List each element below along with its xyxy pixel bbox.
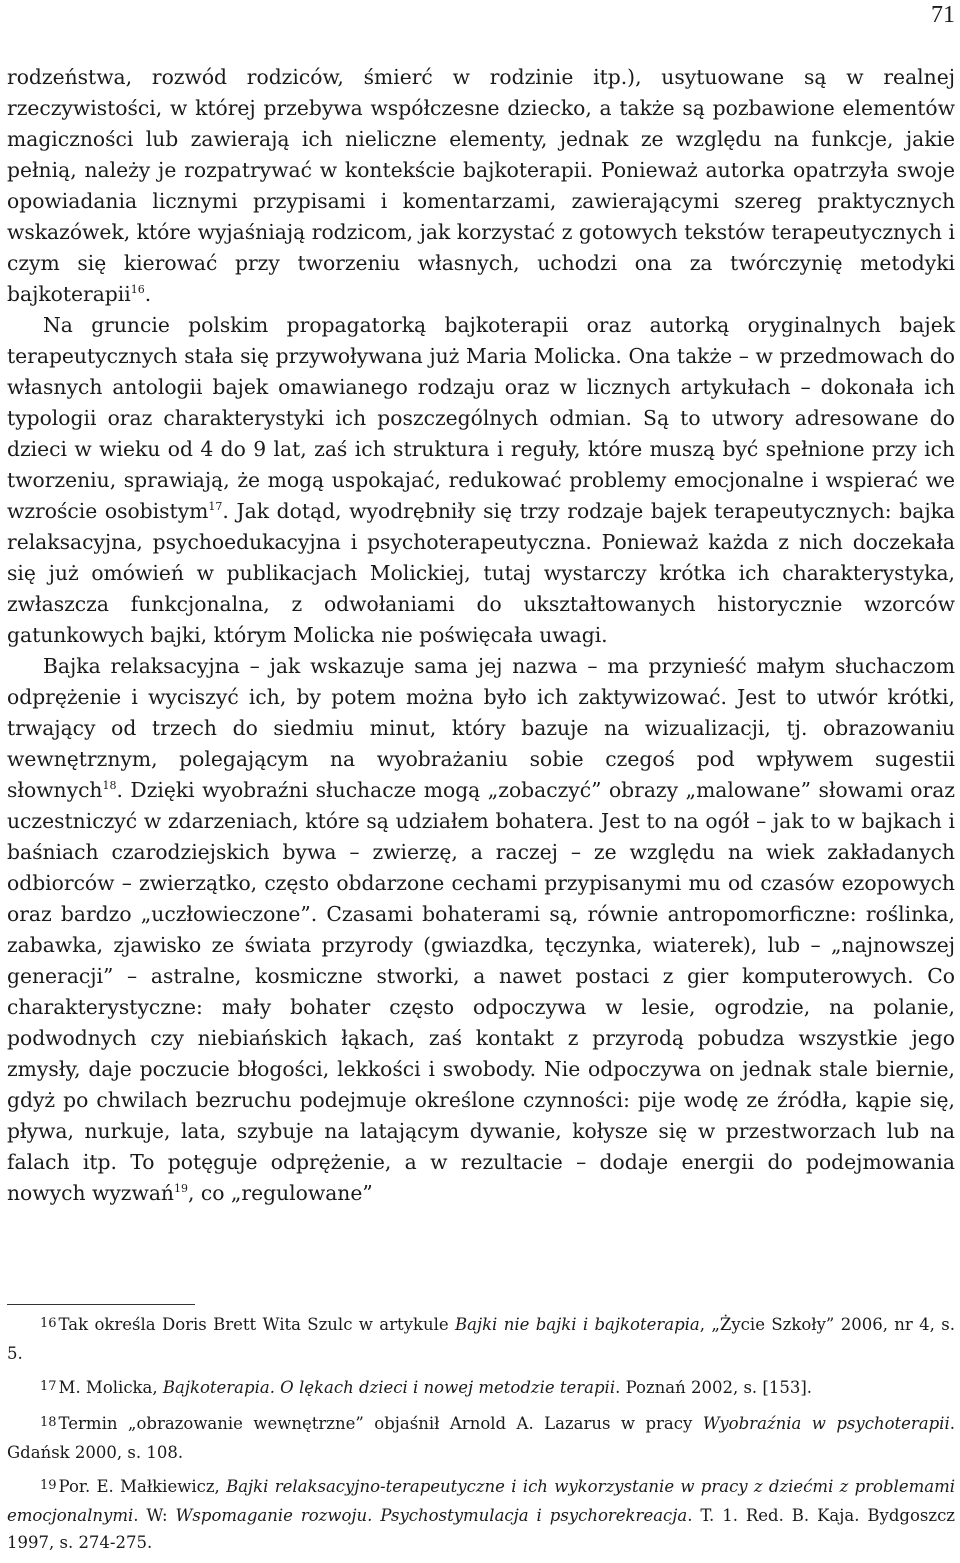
paragraph bbox=[7, 651, 955, 1209]
italic-title: Wspomaganie rozwoju. Psychostymulacja i psychorekreacja bbox=[175, 1506, 688, 1525]
text-run: Tak określa Doris Brett Wita Szulc w artykule bbox=[58, 1315, 455, 1334]
body-text bbox=[7, 62, 955, 1209]
text-run: . Gdańsk 2000, s. 108. bbox=[7, 1414, 955, 1462]
italic-title: Wyobraźnia w psychoterapii bbox=[702, 1414, 950, 1433]
footnote-separator bbox=[7, 1304, 195, 1305]
footnote-reference: 17 bbox=[208, 500, 223, 513]
text-run: . Dzięki wyobraźni słuchacze mogą „zobaczyć” obrazy „malowane” słowami oraz uczestniczyć w zdarzeniach, które są udziałem bohatera. Jest to na ogół – jak to w bajkach i baśniach czarodziejskich bywa – zwierzę, a raczej – ze względu na wiek zakładanych odbiorców – zwierzątko, często obdarzone cechami przypisanymi mu od czasów ezopowych oraz bardzo „uczłowieczone”. Czasami bohaterami są, równie antropomorficzne: roślinka, zabawka, zjawisko ze świata przyrody (gwiazdka, tęczynka, wiaterek), lub – „najnowszej generacji” – astralne, kosmiczne stworki, a nawet postaci z gier komputerowych. Co charakterystyczne: mały bohater często odpoczywa w lesie, ogrodzie, na polanie, podwodnych czy niebiańskich łąkach, zaś kontakt z przyrodą pobudza wszystkie jego zmysły, daje poczucie błogości, lekkości i swobody. Nie odpoczywa on jednak stale biernie, gdyż po chwilach bezruchu podejmuje określone czynności: pije wodę ze źródła, kąpie się, pływa, nurkuje, lata, szybuje na latającym dywanie, kołysze się w przestworzach lub na falach itp. To potęguje odprężenie, a w rezultacie – dodaje energii do podejmowania nowych wyzwań bbox=[7, 778, 955, 1205]
footnote-number: 17 bbox=[40, 1379, 57, 1394]
text-run: . Jak dotąd, wyodrębniły się trzy rodzaje bajek terapeutycznych: bajka relaksacyjna, psychoedukacyjna i psychoterapeutyczna. Ponieważ każda z nich doczekała się już omówień w publikacjach Molickiej, tutaj wystarczy krótka ich charakterystyka, zwłaszcza funkcjonalna, z odwołaniami do ukształtowanych historycznie wzorców gatunkowych bajki, którym Molicka nie poświęcała uwagi. bbox=[7, 499, 955, 647]
text-run: . bbox=[144, 282, 152, 306]
text-run: Termin „obrazowanie wewnętrzne” objaśnił Arnold A. Lazarus w pracy bbox=[58, 1414, 703, 1433]
text-run: Bajka relaksacyjna – jak wskazuje sama jej nazwa – ma przynieść małym słuchaczom odprężenie i wyciszyć ich, by potem można było ich zaktywizować. Jest to utwór krótki, trwający od trzech do siedmiu minut, który bazuje na wizualizacji, tj. obrazowaniu wewnętrznym, polegającym na wyobrażaniu sobie czegoś pod wpływem sugestii słownych bbox=[7, 654, 955, 802]
text-run: rodzeństwa, rozwód rodziców, śmierć w rodzinie itp.), usytuowane są w realnej rzeczywistości, w której przebywa współczesne dziecko, a także są pozbawione elementów magiczności lub zawierają ich nieliczne elementy, jednak ze względu na funkcje, jakie pełnią, należy je rozpatrywać w kontekście bajkoterapii. Ponieważ autorka opatrzyła swoje opowiadania licznymi przypisami i komentarzami, zawierającymi szereg praktycznych wskazówek, które wyjaśniają rodzicom, jak korzystać z gotowych tekstów terapeutycznych i czym się kierować przy tworzeniu własnych, uchodzi ona za twórczynię metodyki bajkoterapii bbox=[7, 65, 955, 306]
text-run: Por. E. Małkiewicz, bbox=[58, 1477, 227, 1496]
text-run: , co „regulowane” bbox=[187, 1181, 373, 1205]
footnote-number: 19 bbox=[40, 1478, 57, 1493]
footnote-number: 16 bbox=[40, 1316, 57, 1331]
text-run: . T. 1. Red. B. Kaja. Bydgoszcz 1997, s. 274-275. bbox=[7, 1506, 955, 1552]
text-run: Na gruncie polskim propagatorką bajkoterapii oraz autorką oryginalnych bajek terapeutycznych stała się przywoływana już Maria Molicka. Ona także – w przedmowach do własnych antologii bajek omawianego rodzaju oraz w licznych artykułach – dokonała ich typologii oraz charakterystyki ich poszczególnych odmian. Są to utwory adresowane do dzieci w wieku od 4 do 9 lat, zaś ich struktura i reguły, które muszą być spełnione przy ich tworzeniu, sprawiają, że mogą uspokajać, redukować problemy emocjonalne i wspierać we wzroście osobistym bbox=[7, 313, 955, 523]
italic-title: Bajkoterapia. O lękach dzieci i nowej metodzie terapii bbox=[162, 1378, 616, 1397]
footnote-reference: 16 bbox=[130, 283, 145, 296]
footnote bbox=[7, 1311, 955, 1367]
italic-title: Bajki relaksacyjno-terapeutyczne i ich wykorzystanie w pracy z dziećmi z problemami emocjonalnymi bbox=[7, 1477, 955, 1525]
footnote-reference: 18 bbox=[102, 779, 117, 792]
footnote bbox=[7, 1374, 955, 1403]
paragraph bbox=[7, 62, 955, 310]
footnote-number: 18 bbox=[40, 1415, 57, 1430]
text-run: M. Molicka, bbox=[58, 1378, 163, 1397]
footnote-reference: 19 bbox=[173, 1182, 188, 1195]
text-run: . W: bbox=[133, 1506, 176, 1525]
text-run: . Poznań 2002, s. [153]. bbox=[615, 1378, 813, 1397]
page-number: 71 bbox=[931, 2, 955, 28]
text-run: , „Życie Szkoły” 2006, nr 4, s. 5. bbox=[7, 1315, 955, 1363]
footnote bbox=[7, 1473, 955, 1556]
italic-title: Bajki nie bajki i bajkoterapia bbox=[454, 1315, 700, 1334]
footnote bbox=[7, 1410, 955, 1466]
paragraph bbox=[7, 310, 955, 651]
footnotes bbox=[7, 1311, 955, 1563]
